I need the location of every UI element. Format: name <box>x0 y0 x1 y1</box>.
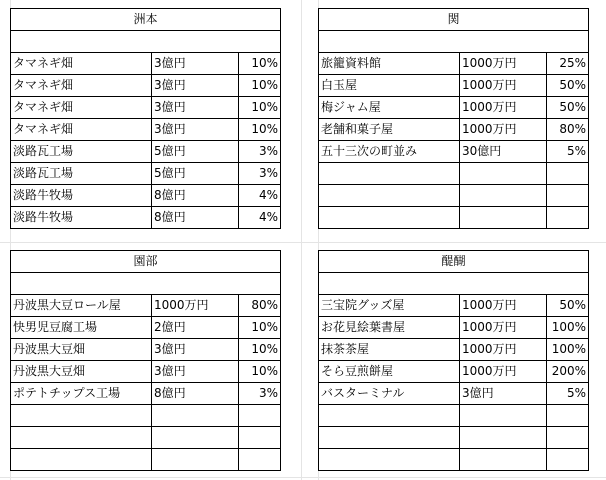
table-row <box>319 449 589 471</box>
table-row <box>319 339 589 361</box>
table-row <box>319 295 589 317</box>
table-row <box>11 97 281 119</box>
cost-cell[interactable]: 1000万円 <box>460 361 547 383</box>
percent-cell[interactable]: 80% <box>239 295 281 317</box>
percent-cell[interactable]: 80% <box>547 119 589 141</box>
percent-cell[interactable]: 4% <box>239 207 281 229</box>
facility-name-cell[interactable] <box>11 427 152 449</box>
table-block-seki <box>318 8 589 229</box>
cost-cell[interactable]: 30億円 <box>460 141 547 163</box>
cost-cell[interactable] <box>460 405 547 427</box>
cost-cell[interactable]: 3億円 <box>152 361 239 383</box>
facility-name-cell[interactable]: 梅ジャム屋 <box>319 97 460 119</box>
percent-cell[interactable]: 5% <box>547 383 589 405</box>
blank-row[interactable] <box>319 31 589 53</box>
facility-name-cell[interactable] <box>319 207 460 229</box>
cost-cell[interactable]: 1000万円 <box>460 97 547 119</box>
facility-name-cell[interactable]: そら豆煎餅屋 <box>319 361 460 383</box>
cost-cell[interactable]: 1000万円 <box>152 295 239 317</box>
percent-cell[interactable]: 100% <box>547 317 589 339</box>
cost-cell[interactable]: 3億円 <box>152 339 239 361</box>
facility-name-cell[interactable]: 淡路牛牧場 <box>11 207 152 229</box>
cost-cell[interactable] <box>460 427 547 449</box>
facility-name-cell[interactable] <box>319 163 460 185</box>
table-row <box>11 207 281 229</box>
gridline <box>301 0 302 480</box>
percent-cell[interactable] <box>239 449 281 471</box>
table-row <box>11 163 281 185</box>
table-block-sumoto <box>10 8 281 229</box>
cost-cell[interactable]: 3億円 <box>152 119 239 141</box>
cost-cell[interactable] <box>460 449 547 471</box>
percent-cell[interactable]: 25% <box>547 53 589 75</box>
facility-name-cell[interactable]: 快男児豆腐工場 <box>11 317 152 339</box>
cost-cell[interactable]: 1000万円 <box>460 119 547 141</box>
percent-cell[interactable] <box>239 427 281 449</box>
facility-name-cell[interactable]: 旅籠資料館 <box>319 53 460 75</box>
table-row <box>11 361 281 383</box>
facility-name-cell[interactable] <box>319 185 460 207</box>
percent-cell[interactable]: 5% <box>547 141 589 163</box>
cost-cell[interactable]: 3億円 <box>152 53 239 75</box>
facility-name-cell[interactable] <box>319 427 460 449</box>
cost-cell[interactable]: 3億円 <box>152 75 239 97</box>
cost-cell[interactable]: 1000万円 <box>460 295 547 317</box>
table-row <box>11 295 281 317</box>
facility-name-cell[interactable]: 淡路牛牧場 <box>11 185 152 207</box>
cost-cell[interactable]: 1000万円 <box>460 75 547 97</box>
cost-cell[interactable] <box>460 185 547 207</box>
percent-cell[interactable]: 3% <box>239 163 281 185</box>
cost-cell[interactable]: 3億円 <box>460 383 547 405</box>
percent-cell[interactable]: 50% <box>547 75 589 97</box>
block-title[interactable]: 洲本 <box>11 9 281 31</box>
gridline <box>0 477 606 478</box>
block-title[interactable]: 醍醐 <box>319 251 589 273</box>
table-row <box>11 405 281 427</box>
cost-cell[interactable] <box>152 427 239 449</box>
facility-name-cell[interactable]: 淡路瓦工場 <box>11 163 152 185</box>
table-row <box>319 361 589 383</box>
cost-cell[interactable]: 1000万円 <box>460 53 547 75</box>
facility-name-cell[interactable]: ポテトチップス工場 <box>11 383 152 405</box>
block-title[interactable]: 関 <box>319 9 589 31</box>
percent-cell[interactable]: 100% <box>547 339 589 361</box>
percent-cell[interactable] <box>547 405 589 427</box>
percent-cell[interactable] <box>547 449 589 471</box>
cost-cell[interactable]: 3億円 <box>152 97 239 119</box>
table-row <box>11 53 281 75</box>
table-row <box>11 427 281 449</box>
facility-name-cell[interactable]: お花見絵葉書屋 <box>319 317 460 339</box>
table-row <box>319 53 589 75</box>
percent-cell[interactable]: 3% <box>239 383 281 405</box>
percent-cell[interactable]: 50% <box>547 97 589 119</box>
cost-cell[interactable] <box>460 207 547 229</box>
table-row <box>319 405 589 427</box>
table-row <box>319 207 589 229</box>
cost-cell[interactable] <box>152 449 239 471</box>
percent-cell[interactable]: 10% <box>239 339 281 361</box>
facility-name-cell[interactable]: 白玉屋 <box>319 75 460 97</box>
percent-cell[interactable]: 3% <box>239 141 281 163</box>
cost-cell[interactable]: 8億円 <box>152 383 239 405</box>
table-row <box>319 427 589 449</box>
facility-name-cell[interactable]: タマネギ畑 <box>11 119 152 141</box>
percent-cell[interactable]: 4% <box>239 185 281 207</box>
percent-cell[interactable]: 10% <box>239 361 281 383</box>
table-row <box>319 141 589 163</box>
percent-cell[interactable]: 10% <box>239 53 281 75</box>
table-row <box>11 383 281 405</box>
table-row <box>319 383 589 405</box>
facility-name-cell[interactable]: 老舗和菓子屋 <box>319 119 460 141</box>
cost-cell[interactable]: 8億円 <box>152 185 239 207</box>
facility-name-cell[interactable]: 丹波黒大豆ロール屋 <box>11 295 152 317</box>
facility-name-cell[interactable]: 抹茶茶屋 <box>319 339 460 361</box>
percent-cell[interactable]: 10% <box>239 75 281 97</box>
percent-cell[interactable] <box>239 405 281 427</box>
gridline <box>0 242 606 243</box>
table-block-daigo <box>318 250 589 471</box>
cost-cell[interactable]: 8億円 <box>152 207 239 229</box>
facility-name-cell[interactable]: 五十三次の町並み <box>319 141 460 163</box>
table-row <box>319 317 589 339</box>
facility-name-cell[interactable]: バスターミナル <box>319 383 460 405</box>
table-row <box>319 163 589 185</box>
table-row <box>319 185 589 207</box>
cost-cell[interactable]: 5億円 <box>152 141 239 163</box>
blank-row[interactable] <box>319 273 589 295</box>
facility-name-cell[interactable] <box>319 449 460 471</box>
cost-cell[interactable]: 1000万円 <box>460 317 547 339</box>
percent-cell[interactable]: 10% <box>239 97 281 119</box>
percent-cell[interactable] <box>547 185 589 207</box>
percent-cell[interactable]: 10% <box>239 317 281 339</box>
percent-cell[interactable]: 200% <box>547 361 589 383</box>
facility-name-cell[interactable]: 丹波黒大豆畑 <box>11 361 152 383</box>
table-row <box>11 119 281 141</box>
percent-cell[interactable] <box>547 207 589 229</box>
cost-cell[interactable]: 2億円 <box>152 317 239 339</box>
facility-name-cell[interactable]: タマネギ畑 <box>11 97 152 119</box>
cost-cell[interactable] <box>152 405 239 427</box>
cost-cell[interactable] <box>460 163 547 185</box>
percent-cell[interactable]: 50% <box>547 295 589 317</box>
table-row <box>319 97 589 119</box>
facility-name-cell[interactable] <box>319 405 460 427</box>
percent-cell[interactable] <box>547 163 589 185</box>
table-row <box>11 185 281 207</box>
table-block-sonobe <box>10 250 281 471</box>
blank-row[interactable] <box>11 31 281 53</box>
table-row <box>319 75 589 97</box>
table-row <box>319 119 589 141</box>
block-title[interactable]: 園部 <box>11 251 281 273</box>
facility-name-cell[interactable]: 淡路瓦工場 <box>11 141 152 163</box>
table-row <box>11 317 281 339</box>
cost-cell[interactable]: 1000万円 <box>460 339 547 361</box>
table-row <box>11 75 281 97</box>
table-row <box>11 339 281 361</box>
percent-cell[interactable] <box>547 427 589 449</box>
table-row <box>11 449 281 471</box>
facility-name-cell[interactable] <box>11 449 152 471</box>
facility-name-cell[interactable] <box>11 405 152 427</box>
facility-name-cell[interactable]: 三宝院グッズ屋 <box>319 295 460 317</box>
facility-name-cell[interactable]: タマネギ畑 <box>11 75 152 97</box>
cost-cell[interactable]: 5億円 <box>152 163 239 185</box>
table-row <box>11 141 281 163</box>
facility-name-cell[interactable]: タマネギ畑 <box>11 53 152 75</box>
facility-name-cell[interactable]: 丹波黒大豆畑 <box>11 339 152 361</box>
blank-row[interactable] <box>11 273 281 295</box>
percent-cell[interactable]: 10% <box>239 119 281 141</box>
